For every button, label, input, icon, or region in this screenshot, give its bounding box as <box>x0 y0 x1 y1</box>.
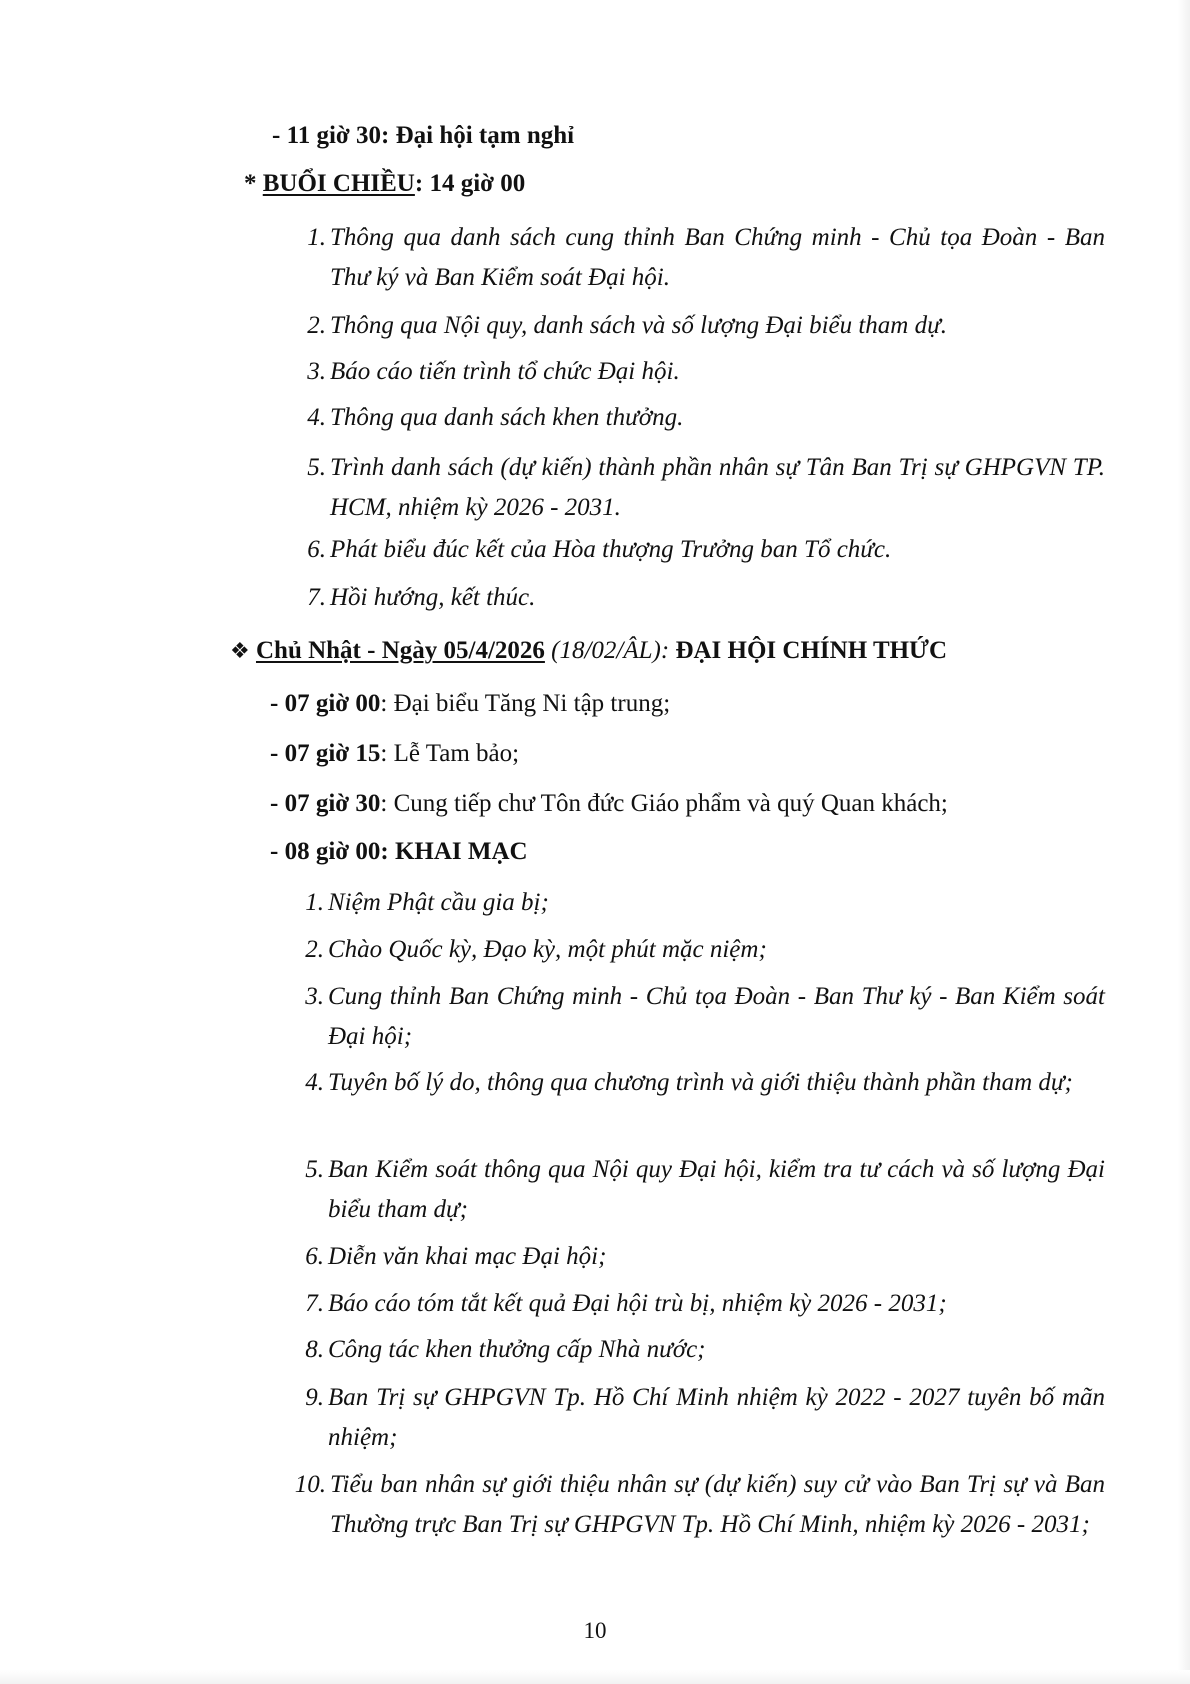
afternoon-label: BUỔI CHIỀU <box>262 170 415 197</box>
agenda-item-number: 4. <box>307 404 326 431</box>
afternoon-heading <box>244 168 525 200</box>
agenda-item-number: 7. <box>305 1290 324 1317</box>
opening-title: : KHAI MẠC <box>380 838 528 865</box>
agenda-item-text: Thông qua danh sách cung thỉnh Ban Chứng minh - Chủ tọa Đoàn - Ban Thư ký và Ban Kiểm soát Đại hội. <box>330 224 1105 291</box>
agenda-item-number: 2. <box>307 312 326 339</box>
recess-line <box>272 120 574 152</box>
main-congress-heading <box>230 635 947 667</box>
agenda-item-number: 3. <box>307 358 326 385</box>
congress-date: Chủ Nhật - Ngày 05/4/2026 <box>255 637 545 664</box>
agenda-item-text: Phát biểu đúc kết của Hòa thượng Trưởng ban Tổ chức. <box>330 536 892 563</box>
agenda-item-text: Công tác khen thưởng cấp Nhà nước; <box>328 1336 706 1363</box>
agenda-item-number: 2. <box>305 936 324 963</box>
agenda-item-text: Ban Kiểm soát thông qua Nội quy Đại hội, kiểm tra tư cách và số lượng Đại biểu tham dự; <box>328 1156 1105 1223</box>
schedule-row <box>270 836 528 868</box>
agenda-item-number: 10. <box>294 1471 326 1498</box>
agenda-item-text: Chào Quốc kỳ, Đạo kỳ, một phút mặc niệm; <box>328 936 767 963</box>
agenda-item-text: Cung thỉnh Ban Chứng minh - Chủ tọa Đoàn - Ban Thư ký - Ban Kiểm soát Đại hội; <box>328 983 1105 1050</box>
agenda-item-text: Ban Trị sự GHPGVN Tp. Hồ Chí Minh nhiệm kỳ 2022 - 2027 tuyên bố mãn nhiệm; <box>328 1384 1105 1451</box>
agenda-item-number: 4. <box>305 1069 324 1096</box>
agenda-item-text: Tuyên bố lý do, thông qua chương trình và giới thiệu thành phần tham dự; <box>328 1069 1073 1096</box>
diamond-bullet-icon: ❖ <box>230 638 250 663</box>
agenda-item-text: Niệm Phật cầu gia bị; <box>328 889 549 916</box>
lunar-date: (18/02/ÂL): <box>544 637 670 664</box>
agenda-item-text: Trình danh sách (dự kiến) thành phần nhân sự Tân Ban Trị sự GHPGVN TP. HCM, nhiệm kỳ 2026 - 2031. <box>330 454 1105 521</box>
asterisk-marker: * <box>244 170 263 197</box>
agenda-item-text: Báo cáo tóm tắt kết quả Đại hội trù bị, nhiệm kỳ 2026 - 2031; <box>328 1290 947 1317</box>
agenda-item-text: Diễn văn khai mạc Đại hội; <box>328 1243 607 1270</box>
schedule-time: - 07 giờ 15 <box>270 740 381 767</box>
agenda-item-number: 1. <box>305 889 324 916</box>
schedule-row <box>270 788 948 820</box>
schedule-row <box>270 688 670 720</box>
schedule-time: - 08 giờ 00 <box>270 838 381 865</box>
recess-time: - 11 giờ 30: <box>272 122 390 149</box>
schedule-text: : Lễ Tam bảo; <box>380 740 520 767</box>
afternoon-time: : 14 giờ 00 <box>414 170 526 197</box>
schedule-text: : Đại biểu Tăng Ni tập trung; <box>380 690 671 717</box>
scan-edge <box>0 1670 1190 1684</box>
agenda-item-number: 9. <box>305 1384 324 1411</box>
schedule-time: - 07 giờ 30 <box>270 790 381 817</box>
agenda-item-number: 5. <box>305 1156 324 1183</box>
agenda-item-number: 7. <box>307 584 326 611</box>
page-number: 10 <box>583 1618 607 1643</box>
schedule-text: : Cung tiếp chư Tôn đức Giáo phẩm và quý Quan khách; <box>380 790 948 817</box>
agenda-item-number: 3. <box>305 983 324 1010</box>
agenda-item-number: 1. <box>307 224 326 251</box>
agenda-item-text: Thông qua Nội quy, danh sách và số lượng Đại biểu tham dự. <box>330 312 947 339</box>
agenda-item-number: 6. <box>305 1243 324 1270</box>
agenda-item-text: Báo cáo tiến trình tổ chức Đại hội. <box>330 358 680 385</box>
agenda-item-number: 6. <box>307 536 326 563</box>
schedule-row <box>270 738 519 770</box>
schedule-time: - 07 giờ 00 <box>270 690 381 717</box>
agenda-item-text: Hồi hướng, kết thúc. <box>330 584 536 611</box>
agenda-item-text: Thông qua danh sách khen thưởng. <box>330 404 684 431</box>
scan-edge <box>1178 0 1190 1684</box>
agenda-item-number: 8. <box>305 1336 324 1363</box>
agenda-item-number: 5. <box>307 454 326 481</box>
recess-text: Đại hội tạm nghỉ <box>389 122 575 149</box>
congress-title: ĐẠI HỘI CHÍNH THỨC <box>669 637 948 664</box>
agenda-item-text: Tiểu ban nhân sự giới thiệu nhân sự (dự kiến) suy cử vào Ban Trị sự và Ban Thường trực Ban Trị sự GHPGVN Tp. Hồ Chí Minh, nhiệm kỳ 2026 - 2031; <box>330 1471 1105 1538</box>
